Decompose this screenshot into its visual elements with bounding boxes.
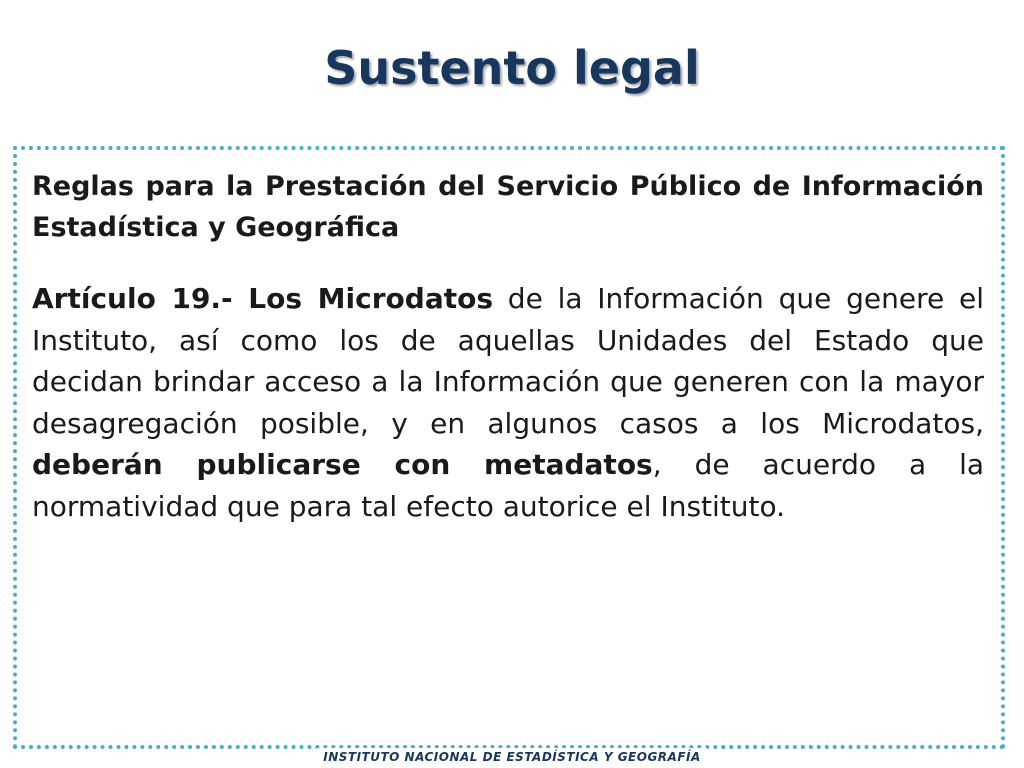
rules-heading: Reglas para la Prestación del Servicio Público de Información Estadística y Geográfica	[32, 171, 984, 243]
article-19-paragraph	[32, 278, 984, 527]
article-emphasis: deberán publicarse con metadatos	[32, 448, 653, 481]
content-area	[32, 166, 984, 527]
article-text-2: , de acuerdo a la normatividad que para tal efecto autorice el Instituto.	[32, 448, 985, 523]
article-lead: Artículo 19.- Los Microdatos	[32, 282, 494, 315]
slide-title: Sustento legal	[324, 41, 700, 95]
article-text-1: de la Información que genere el Instituto, así como los de aquellas Unidades del Estado que decidan brindar acceso a la Información que generen con la mayor desagregación posible, y en algunos casos a los Microdatos,	[32, 282, 984, 440]
footer-institution: INSTITUTO NACIONAL DE ESTADÍSTICA Y GEOGRAFÍA	[317, 748, 707, 766]
footer	[0, 746, 1024, 764]
